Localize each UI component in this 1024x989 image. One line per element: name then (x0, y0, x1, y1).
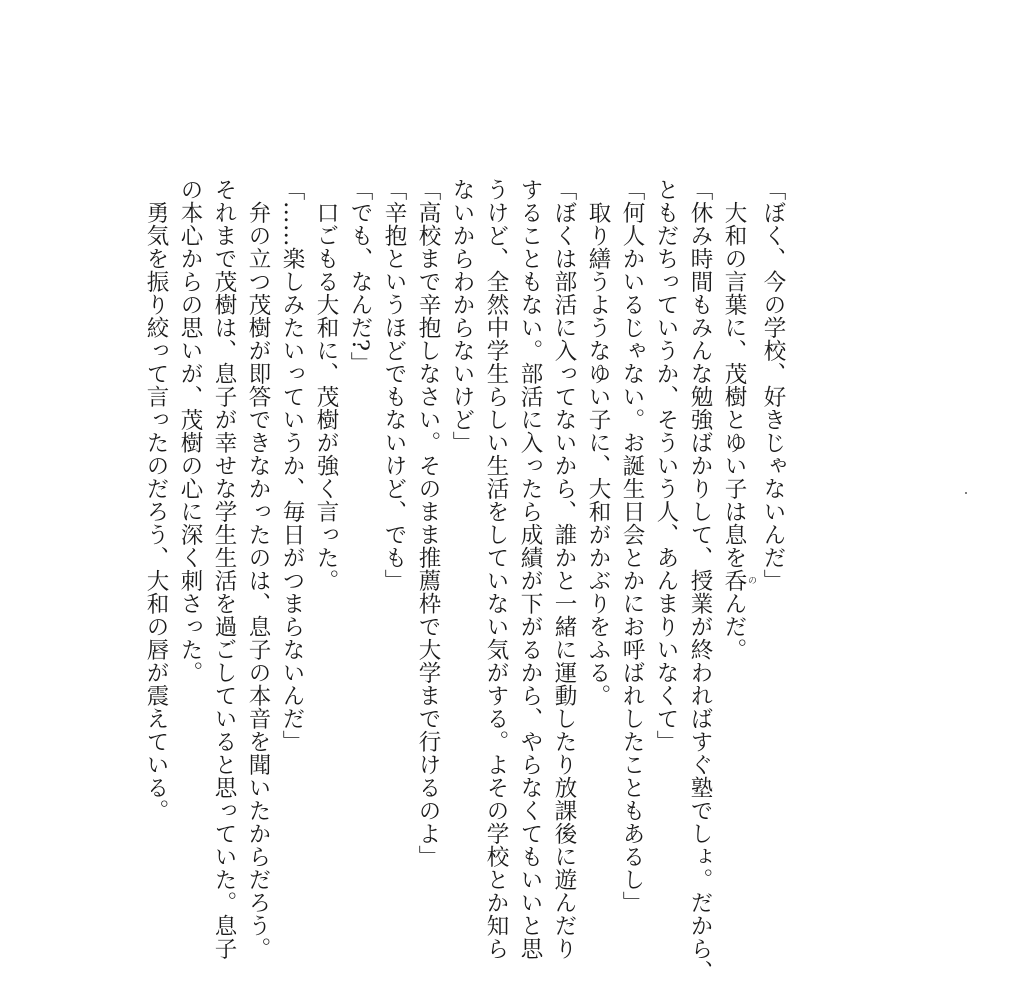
text-line: の本心からの思いが、茂樹の心に深く刺さった。 (177, 178, 203, 684)
text-segment: んだ。 (721, 592, 747, 661)
text-line: 口ごもる大和に、茂樹が強く言った。 (313, 178, 339, 592)
vertical-text-body (143, 178, 790, 983)
text-line: 「辛抱というほどでもないけど、でも」 (381, 178, 407, 592)
text-line: それまで茂樹は、息子が幸せな学生生活を過ごしていると思っていた。息子 (211, 178, 237, 960)
text-segment: 大和の言葉に、茂樹とゆい子は息を (721, 178, 747, 569)
text-line: うけど、全然中学生らしい生活をしていない気がする。よその学校とか知ら (483, 178, 509, 960)
text-line: 弁の立つ茂樹が即答できなかったのは、息子の本音を聞いたからだろう。 (245, 178, 271, 960)
ruby-base: 呑 (721, 569, 747, 592)
text-line: 「ぼくは部活に入ってないから、誰かと一緒に運動したり放課後に遊んだり (551, 178, 577, 960)
text-line: 取り繕うようなゆい子に、大和がかぶりをふる。 (585, 178, 611, 707)
text-line: 「休み時間もみんな勉強ばかりして、授業が終わればすぐ塾でしょ。だから、 (687, 178, 713, 983)
text-line: することもない。部活に入ったら成績が下がるから、やらなくてもいいと思 (517, 178, 543, 960)
ruby-word (721, 569, 756, 592)
text-line (717, 178, 756, 878)
ruby-reading: の (746, 569, 756, 592)
text-line: 「高校まで辛抱しなさい。そのまま推薦枠で大学まで行けるのよ」 (415, 178, 441, 868)
text-line: ないからわからないけど」 (449, 178, 475, 454)
text-line: ともだちっていうか、そういう人、あんまりいなくて」 (653, 178, 679, 753)
text-line: 「ぼく、今の学校、好きじゃないんだ」 (760, 178, 786, 592)
text-line: 勇気を振り絞って言ったのだろう、大和の唇が震えている。 (143, 178, 169, 822)
page-mark-dot (965, 492, 967, 494)
text-line: 「でも、なんだ?」 (347, 178, 373, 375)
text-line: 「……楽しみたいっていうか、毎日がつまらないんだ」 (279, 178, 305, 753)
text-line: 「何人かいるじゃない。お誕生日会とかにお呼ばれしたこともあるし」 (619, 178, 645, 914)
